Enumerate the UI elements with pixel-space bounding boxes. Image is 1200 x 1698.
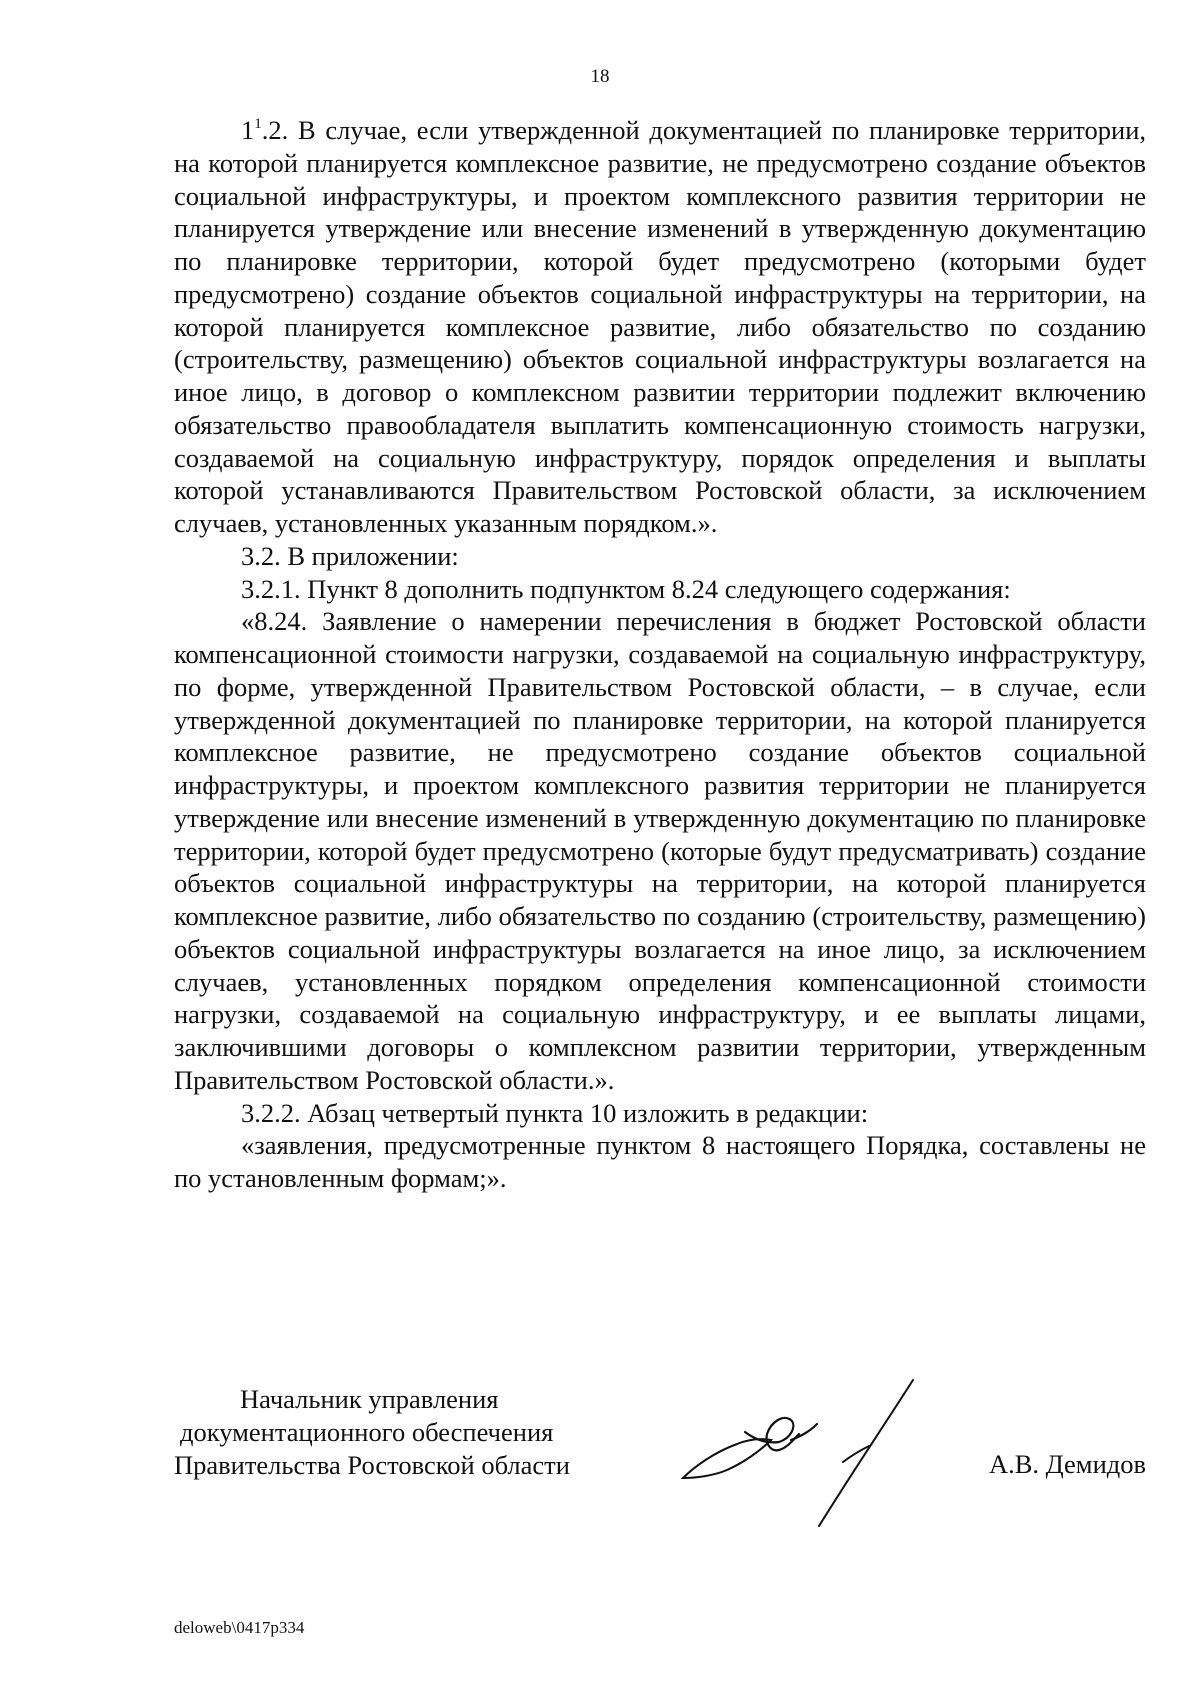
paragraph-3-2-1: 3.2.1. Пункт 8 дополнить подпунктом 8.24 следующего содержания: — [241, 573, 1011, 604]
document-body — [174, 114, 1146, 1195]
paragraph-1-1-2 — [174, 114, 1146, 540]
paragraph-text: .2. В случае, если утвержденной документацией по планировке территории, на которой планируется комплексное развитие, не предусмотрено создание объектов социальной инфраструктуры, и проектом комплексного развития территории не планируется утверждение или внесение изменений в утвержденную документацию по планировке территории, которой будет предусмотрено (которыми будет предусмотрено) создание объектов социальной инфраструктуры на территории, на которой планируется комплексное развитие, либо обязательство по созданию (строительству, размещению) объектов социальной инфраструктуры возлагается на иное лицо, в договор о комплексном развитии территории подлежит включению обязательство правообладателя выплатить компенсационную стоимость нагрузки, создаваемой на социальную инфраструктуру, порядок определения и выплаты которой устанавливаются Правительством Ростовской области, за исключением случаев, установленных указанным порядком.». — [174, 115, 1146, 538]
handwritten-signature — [675, 1378, 925, 1528]
signatory-title-line-1: Начальник управления — [240, 1384, 499, 1414]
signer-name: А.В. Демидов — [988, 1449, 1146, 1479]
signatory-title-line-2: документационного обеспечения — [180, 1417, 554, 1447]
signatory-title-line-3: Правительства Ростовской области — [174, 1450, 570, 1480]
paragraph-number-prefix: 1 — [241, 115, 255, 145]
paragraph-8-24: «8.24. Заявление о намерении перечисления в бюджет Ростовской области компенсационной стоимости нагрузки, создаваемой на социальную инфраструктуру, по форме, утвержденной Правительством Ростовской области, – в случае, если утвержденной документацией по планировке территории, на которой планируется комплексное развитие, не предусмотрено создание объектов социальной инфраструктуры, и проектом комплексного развития территории не планируется утверждение или внесение изменений в утвержденную документацию по планировке территории, которой будет предусмотрено (которые будут предусматривать) создание объектов социальной инфраструктуры на территории, на которой планируется комплексное развитие, либо обязательство по созданию (строительству, размещению) объектов социальной инфраструктуры возлагается на иное лицо, за исключением случаев, установленных порядком определения компенсационной стоимости нагрузки, создаваемой на социальную инфраструктуру, и ее выплаты лицами, заключившими договоры о комплексном развитии территории, утвержденным Правительством Ростовской области.». — [174, 606, 1146, 1095]
page-number: 18 — [590, 66, 610, 87]
paragraph-3-2-2: 3.2.2. Абзац четвертый пункта 10 изложить в редакции: — [241, 1097, 869, 1128]
footer-document-code: deloweb\0417p334 — [174, 1618, 305, 1637]
paragraph-quote-applications: «заявления, предусмотренные пунктом 8 настоящего Порядка, составлены не по установленным формам;». — [174, 1130, 1146, 1193]
superscript-marker: 1 — [254, 116, 262, 132]
signatory-title — [174, 1383, 570, 1482]
paragraph-3-2: 3.2. В приложении: — [241, 540, 459, 571]
